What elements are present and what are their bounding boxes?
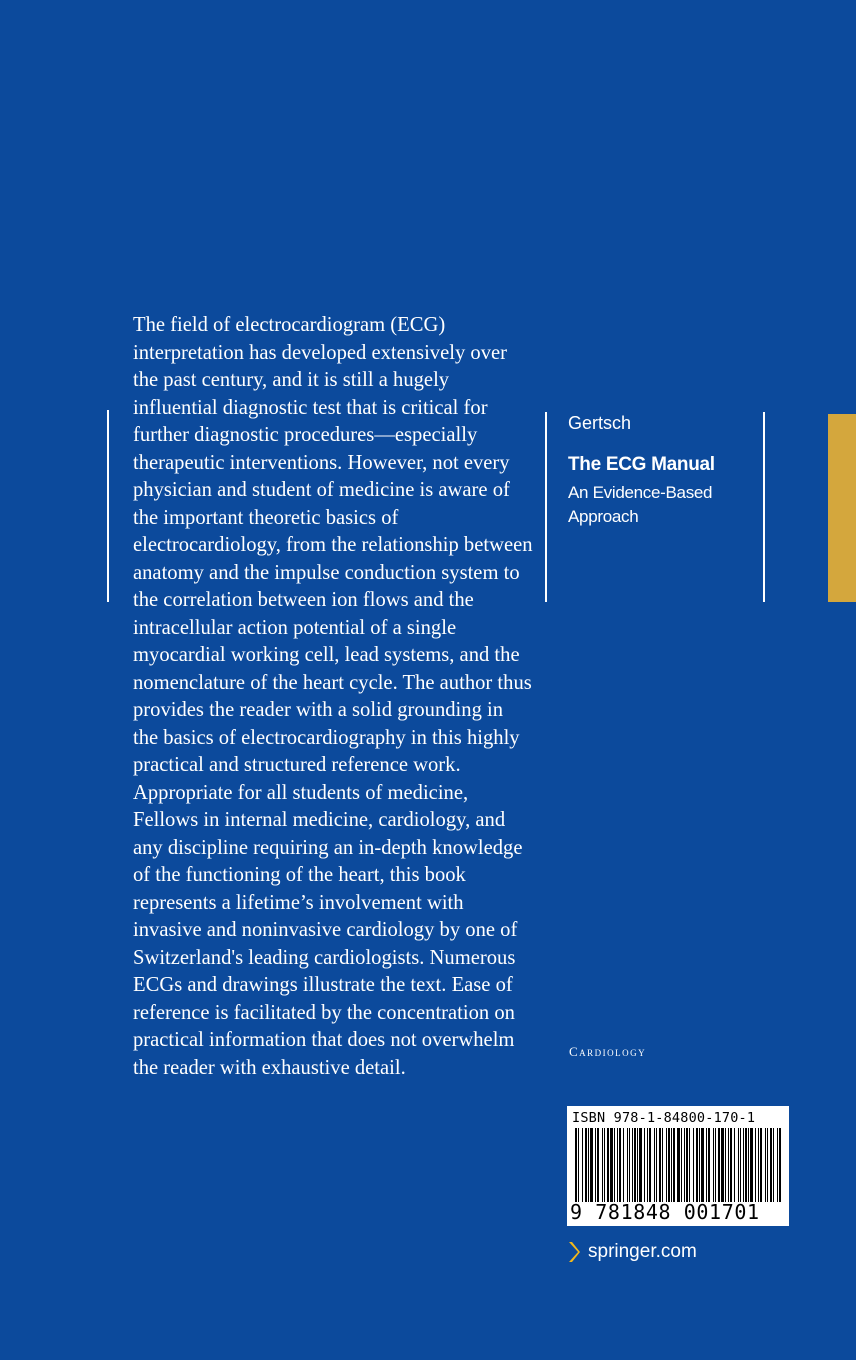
barcode-bar <box>623 1128 624 1202</box>
barcode-bar <box>750 1128 753 1202</box>
book-subtitle: An Evidence-Based Approach <box>568 483 713 526</box>
barcode-bar <box>654 1128 655 1202</box>
barcode-bar <box>734 1128 735 1202</box>
barcode-bar <box>597 1128 599 1202</box>
back-cover-abstract: The field of electrocardiogram (ECG) interpretation has developed extensively over the past century, and it is still a hugely influential diagnostic test that is critical for further diagnostic procedures—especially therapeutic interventions. However, not every physician and student of medicine is aware of the important theoretic basics of electrocardiology, from the relationship between anatomy and the impulse conduction system to the correlation between ion flows and the intracellular action potential of a single myocardial working cell, lead systems, and the nomenclature of the heart cycle. The author thus provides the reader with a solid grounding in the basics of electrocardiography in this highly practical and structured reference work. Appropriate for all students of medicine, Fellows in internal medicine, cardiology, and any discipline requiring an in-depth knowledge of the functioning of the heart, this book represents a lifetime’s involvement with invasive and noninvasive cardiology by one of Switzerland's leading cardiologists. Numerous ECGs and drawings illustrate the text. Ease of reference is facilitated by the concentration on practical information that does not overwhelm the reader with exhaustive detail. <box>133 314 533 1079</box>
barcode-bar <box>708 1128 710 1202</box>
barcode-bar <box>673 1128 675 1202</box>
barcode-bar <box>575 1128 577 1202</box>
barcode-bar <box>649 1128 651 1202</box>
barcode-bar <box>715 1128 716 1202</box>
barcode-bar <box>706 1128 707 1202</box>
barcode-bar <box>730 1128 732 1202</box>
barcode-bar <box>617 1128 618 1202</box>
publisher-url: springer.com <box>588 1241 697 1262</box>
barcode-bar <box>588 1128 589 1202</box>
barcode-bar <box>668 1128 670 1202</box>
barcode-bar <box>610 1128 613 1202</box>
barcode-bar <box>639 1128 642 1202</box>
barcode-bar <box>602 1128 603 1202</box>
barcode-bars <box>575 1128 781 1202</box>
barcode-bar <box>773 1128 774 1202</box>
barcode-bar <box>743 1128 744 1202</box>
barcode-bar <box>721 1128 724 1202</box>
isbn-barcode <box>567 1106 789 1226</box>
barcode-bar <box>632 1128 633 1202</box>
barcode-bar <box>755 1128 756 1202</box>
barcode-bar <box>696 1128 698 1202</box>
barcode-bar <box>779 1128 781 1202</box>
category-label: Cardiology <box>569 1044 647 1059</box>
barcode-bar <box>718 1128 720 1202</box>
barcode-bar <box>677 1128 680 1202</box>
barcode-bar <box>713 1128 714 1202</box>
barcode-bar <box>582 1128 583 1202</box>
barcode-bar <box>662 1128 663 1202</box>
barcode-bar <box>767 1128 768 1202</box>
publisher-link[interactable] <box>568 1240 697 1264</box>
barcode-bar <box>728 1128 729 1202</box>
barcode-bar <box>607 1128 609 1202</box>
chevron-right-icon <box>568 1241 580 1263</box>
barcode-bar <box>760 1128 762 1202</box>
book-title: The ECG Manual <box>568 454 715 475</box>
barcode-bar <box>770 1128 772 1202</box>
barcode-bar <box>684 1128 685 1202</box>
barcode-bar <box>666 1128 667 1202</box>
barcode-bar <box>740 1128 741 1202</box>
barcode-bar <box>637 1128 638 1202</box>
barcode-bar <box>627 1128 628 1202</box>
barcode-bar <box>765 1128 766 1202</box>
barcode-digits: 9 781848 001701 <box>570 1200 760 1224</box>
barcode-bar <box>748 1128 749 1202</box>
barcode-bar <box>590 1128 593 1202</box>
barcode-bar <box>689 1128 690 1202</box>
barcode-bar <box>647 1128 648 1202</box>
gold-accent-tab <box>828 414 856 602</box>
barcode-bar <box>656 1128 657 1202</box>
isbn-number: ISBN 978-1-84800-170-1 <box>572 1110 756 1126</box>
barcode-bar <box>671 1128 672 1202</box>
barcode-bar <box>701 1128 704 1202</box>
barcode-bar <box>725 1128 726 1202</box>
barcode-bar <box>595 1128 596 1202</box>
title-block <box>545 412 765 602</box>
barcode-bar <box>644 1128 645 1202</box>
barcode-bar <box>693 1128 694 1202</box>
barcode-bar <box>777 1128 778 1202</box>
barcode-bar <box>634 1128 636 1202</box>
barcode-bar <box>578 1128 579 1202</box>
barcode-bar <box>686 1128 688 1202</box>
barcode-bar <box>585 1128 587 1202</box>
barcode-bar <box>629 1128 630 1202</box>
barcode-bar <box>738 1128 739 1202</box>
author-name: Gertsch <box>568 413 632 433</box>
barcode-bar <box>699 1128 700 1202</box>
barcode-bar <box>604 1128 605 1202</box>
barcode-bar <box>681 1128 682 1202</box>
barcode-bar <box>745 1128 747 1202</box>
barcode-bar <box>614 1128 615 1202</box>
left-divider-rule <box>107 410 109 602</box>
barcode-bar <box>659 1128 661 1202</box>
barcode-bar <box>758 1128 759 1202</box>
barcode-bar <box>619 1128 621 1202</box>
